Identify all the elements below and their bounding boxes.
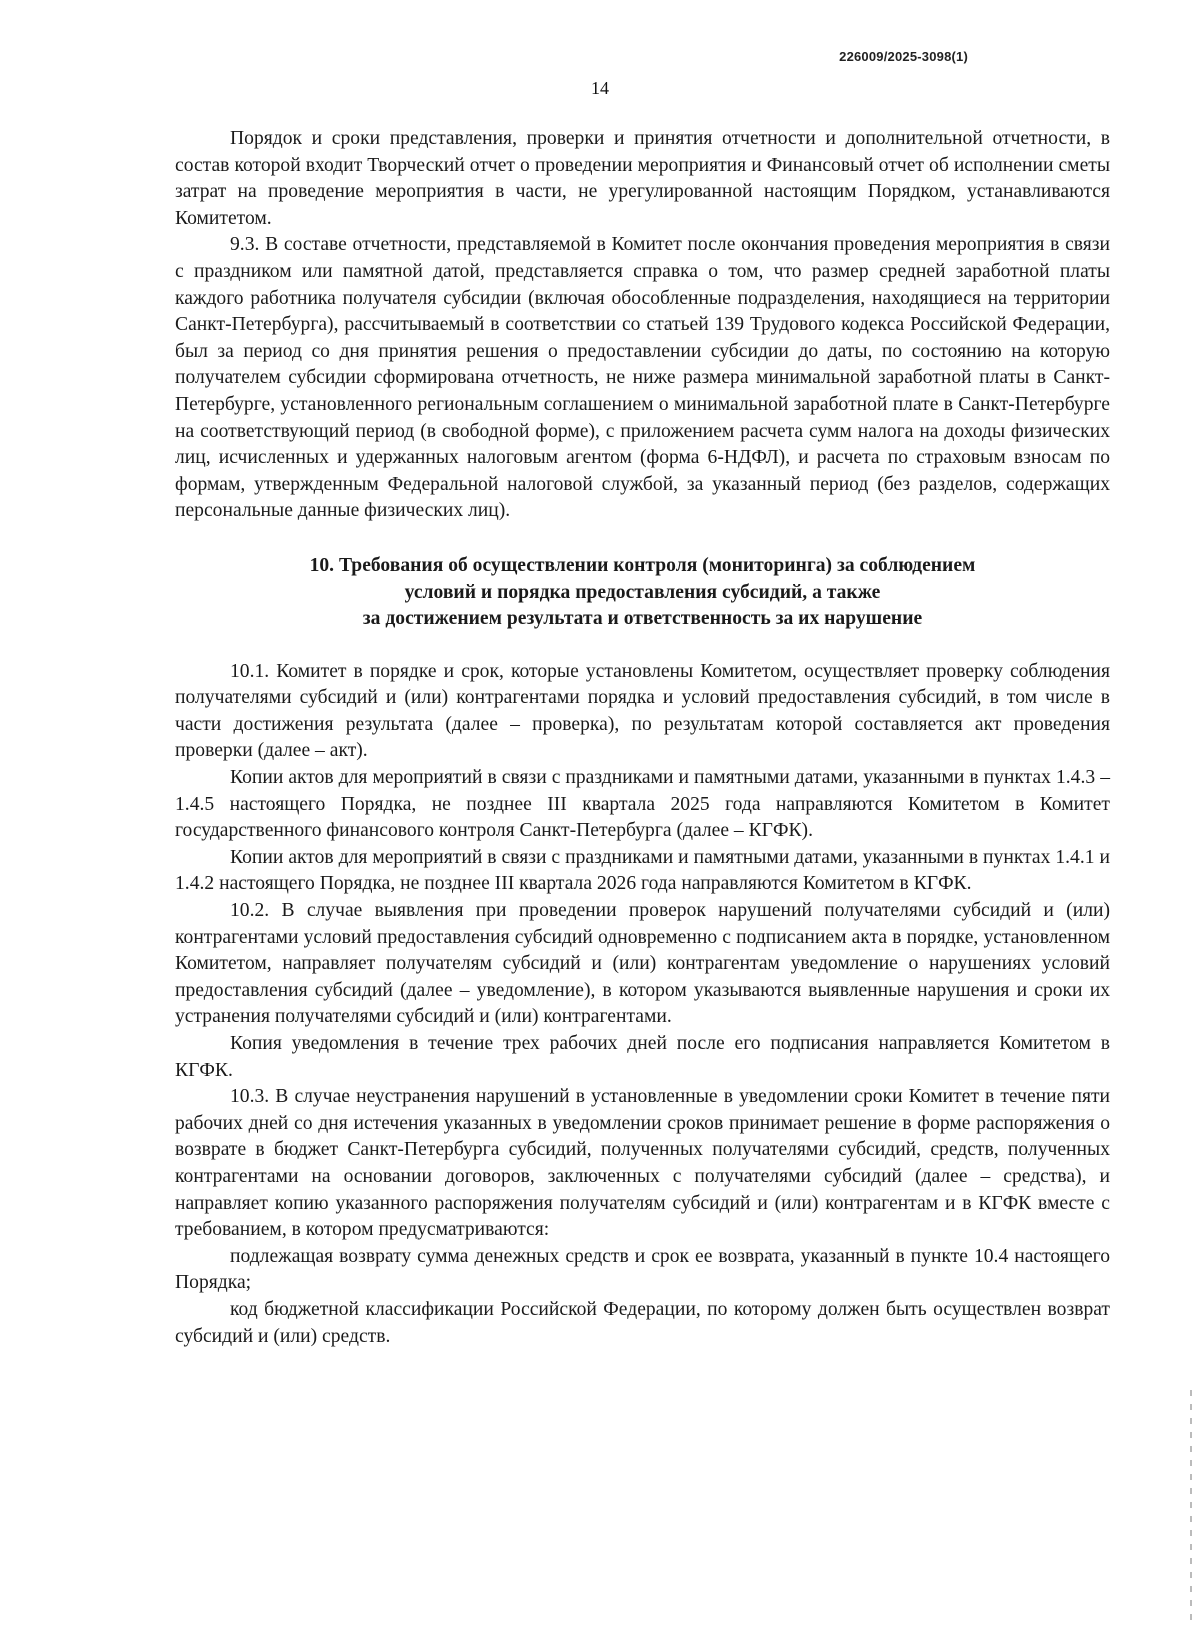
document-registration-number: 226009/2025-3098(1) xyxy=(839,49,968,64)
paragraph-acts-copies-2026: Копии актов для мероприятий в связи с праздниками и памятными датами, указанными в пунктах 1.4.1 и 1.4.2 настоящего Порядка, не позднее III квартала 2026 года направляются Комитетом в КГФК. xyxy=(175,846,1110,895)
section-10-heading xyxy=(175,553,1110,633)
document-body xyxy=(175,126,1110,1350)
paragraph-10-2: 10.2. В случае выявления при проведении проверок нарушений получателями субсидий и (или) контрагентами условий предоставления субсидий одновременно с подписанием акта в порядке, установленном Комитетом, направляет получателям субсидий и (или) контрагентам уведомление о нарушениях условий предоставления субсидий (далее – уведомление), в котором указываются выявленные нарушения и сроки их устранения получателями субсидий и (или) контрагентами. xyxy=(175,900,1110,1028)
page-number: 14 xyxy=(591,78,609,98)
paragraph-refund-amount: подлежащая возврату сумма денежных средств и срок ее возврата, указанный в пункте 10.4 настоящего Порядка; xyxy=(175,1245,1110,1294)
paragraph-10-1: 10.1. Комитет в порядке и срок, которые установлены Комитетом, осуществляет проверку соблюдения получателями субсидий и (или) контрагентами порядка и условий предоставления субсидий, в том числе в части достижения результата (далее – проверка), по результатам которой составляется акт проведения проверки (далее – акт). xyxy=(175,660,1110,762)
paragraph-10-3: 10.3. В случае неустранения нарушений в установленные в уведомлении сроки Комитет в течение пяти рабочих дней со дня истечения указанных в уведомлении сроков принимает решение в форме распоряжения о возврате в бюджет Санкт-Петербурга субсидий, полученных получателями субсидий, средств, полученных контрагентами на основании договоров, заключенных с получателями субсидий (далее – средства), и направляет копию указанного распоряжения получателям субсидий и (или) контрагентам и в КГФК вместе с требованием, в котором предусматриваются: xyxy=(175,1086,1110,1241)
section-heading-line: 10. Требования об осуществлении контроля (мониторинга) за соблюдением xyxy=(309,554,976,576)
scan-edge-artifact xyxy=(1190,1390,1192,1620)
section-heading-line: условий и порядка предоставления субсидий, а также xyxy=(404,581,881,603)
paragraph-acts-copies-2025: Копии актов для мероприятий в связи с праздниками и памятными датами, указанными в пунктах 1.4.3 – 1.4.5 настоящего Порядка, не позднее III квартала 2025 года направляются Комитетом в Комитет государственного финансового контроля Санкт-Петербурга (далее – КГФК). xyxy=(175,767,1110,842)
paragraph-budget-code: код бюджетной классификации Российской Федерации, по которому должен быть осуществлен возврат субсидий и (или) средств. xyxy=(175,1298,1110,1347)
paragraph-9-3: 9.3. В составе отчетности, представляемой в Комитет после окончания проведения мероприятия в связи с праздником или памятной датой, представляется справка о том, что размер средней заработной платы каждого работника получателя субсидии (включая обособленные подразделения, находящиеся на территории Санкт-Петербурга), рассчитываемый в соответствии со статьей 139 Трудового кодекса Российской Федерации, был за период со дня принятия решения о предоставлении субсидии до даты, по состоянию на которую получателем субсидии сформирована отчетность, не ниже размера минимальной заработной платы в Санкт-Петербурге, установленного региональным соглашением о минимальной заработной плате в Санкт-Петербурге на соответствующий период (в свободной форме), с приложением расчета сумм налога на доходы физических лиц, исчисленных и удержанных налоговым агентом (форма 6-НДФЛ), и расчета по страховым взносам по формам, утвержденным Федеральной налоговой службой, за указанный период (без разделов, содержащих персональные данные физических лиц). xyxy=(175,234,1110,522)
section-heading-line: за достижением результата и ответственность за их нарушение xyxy=(362,608,923,630)
paragraph-reporting-order: Порядок и сроки представления, проверки и принятия отчетности и дополнительной отчетности, в состав которой входит Творческий отчет о проведении мероприятия и Финансовый отчет об исполнении сметы затрат на проведение мероприятия в части, не урегулированной настоящим Порядком, устанавливаются Комитетом. xyxy=(175,128,1110,229)
paragraph-notice-copy: Копия уведомления в течение трех рабочих дней после его подписания направляется Комитетом в КГФК. xyxy=(175,1033,1110,1081)
